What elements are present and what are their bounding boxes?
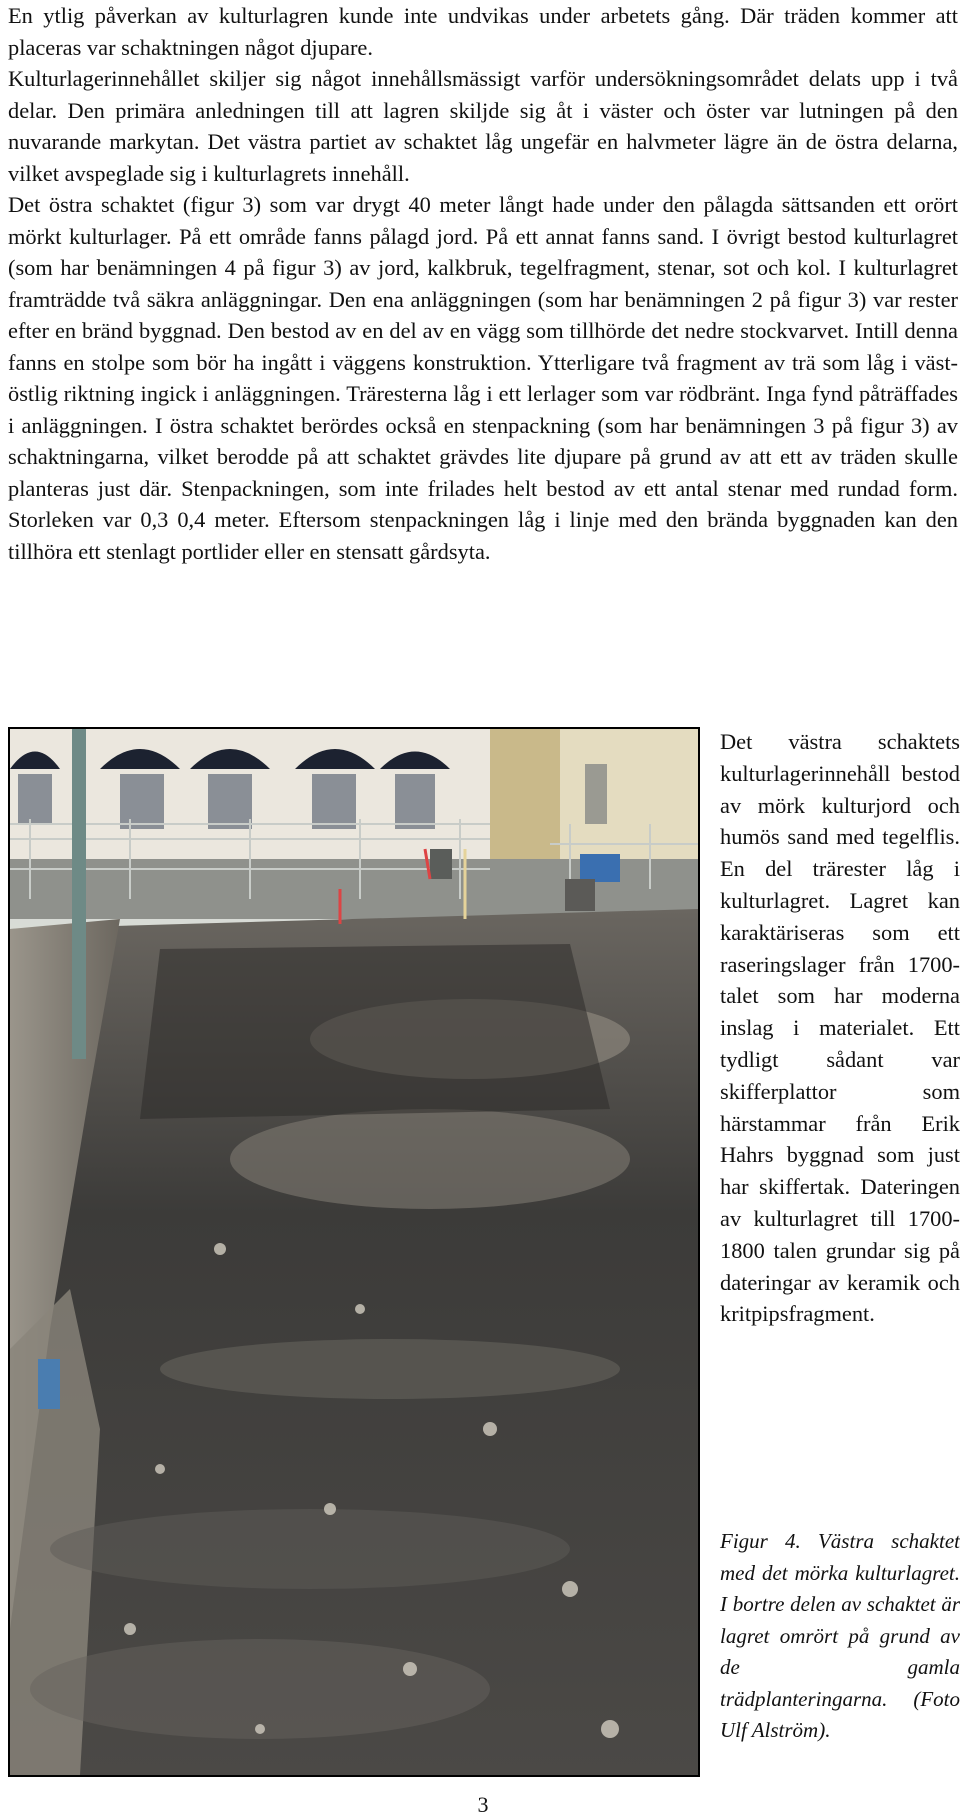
body-text bbox=[8, 0, 958, 567]
document-page bbox=[8, 0, 958, 1820]
paragraph-3: Det östra schaktet (figur 3) som var drygt 40 meter långt hade under den pålagda sättsanden ett orört mörkt kulturlager. På ett område fanns pålagd jord. På ett annat fanns sand. I övrigt bestod kulturlagret (som har benämningen 4 på figur 3) av jord, kalkbruk, tegelfragment, stenar, sot och kol. I kulturlagret framträdde två säkra anläggningar. Den ena anläggningen (som har benämningen 2 på figur 3) var rester efter en bränd byggnad. Den bestod av en del av en vägg som tillhörde det nedre stockvarvet. Intill denna fanns en stolpe som bör ha ingått i väggens konstruktion. Ytterligare två fragment av trä som låg i väst-östlig riktning ingick i anläggningen. Träresterna låg i ett lerlager som var rödbränt. Inga fynd påträffades i anläggningen. I östra schaktet berördes också en stenpackning (som har benämningen 3 på figur 3) av schaktningarna, vilket berodde på att schaktet grävdes lite djupare på grund av att ett av träden skulle planteras just där. Stenpackningen, som inte frilades helt bestod av ett antal stenar med rundad form. Storleken var 0,3 0,4 meter. Eftersom stenpackningen låg i linje med den brända byggnaden kan den tillhöra ett stenlagt portlider eller en stensatt gårdsyta. bbox=[8, 192, 958, 564]
figure-caption bbox=[720, 1526, 960, 1747]
paragraph-1: En ytlig påverkan av kulturlagren kunde inte undvikas under arbetets gång. Där träden kommer att placeras var schaktningen något djupare. bbox=[8, 3, 958, 60]
page-number: 3 bbox=[477, 1792, 489, 1817]
excavation-photo bbox=[8, 727, 700, 1777]
caption-text: Figur 4. Västra schaktet med det mörka kulturlagret. I bortre delen av schaktet är lagret omrört på grund av de gamla trädplanteringarna. (Foto Ulf Alström). bbox=[720, 1529, 960, 1742]
side-text bbox=[720, 726, 960, 1330]
paragraph-2: Kulturlagerinnehållet skiljer sig något innehållsmässigt varför undersökningsområdet delats upp i två delar. Den primära anledningen till att lagren skiljde sig åt i väster och öster var lutningen på den nuvarande markytan. Det västra partiet av schaktet låg ungefär en halvmeter lägre än de östra delarna, vilket avspeglade sig i kulturlagrets innehåll. bbox=[8, 66, 958, 186]
side-paragraph: Det västra schaktets kulturlagerinnehåll bestod av mörk kulturjord och humös sand med tegelflis. En del trärester låg i kulturlagret. Lagret kan karaktäriseras som ett raseringslager från 1700-talet som har moderna inslag i materialet. Ett tydligt sådant var skifferplattor som härstammar från Erik Hahrs byggnad som just har skiffertak. Dateringen av kulturlagret till 1700-1800 talen grundar sig på dateringar av keramik och kritpipsfragment. bbox=[720, 729, 960, 1327]
